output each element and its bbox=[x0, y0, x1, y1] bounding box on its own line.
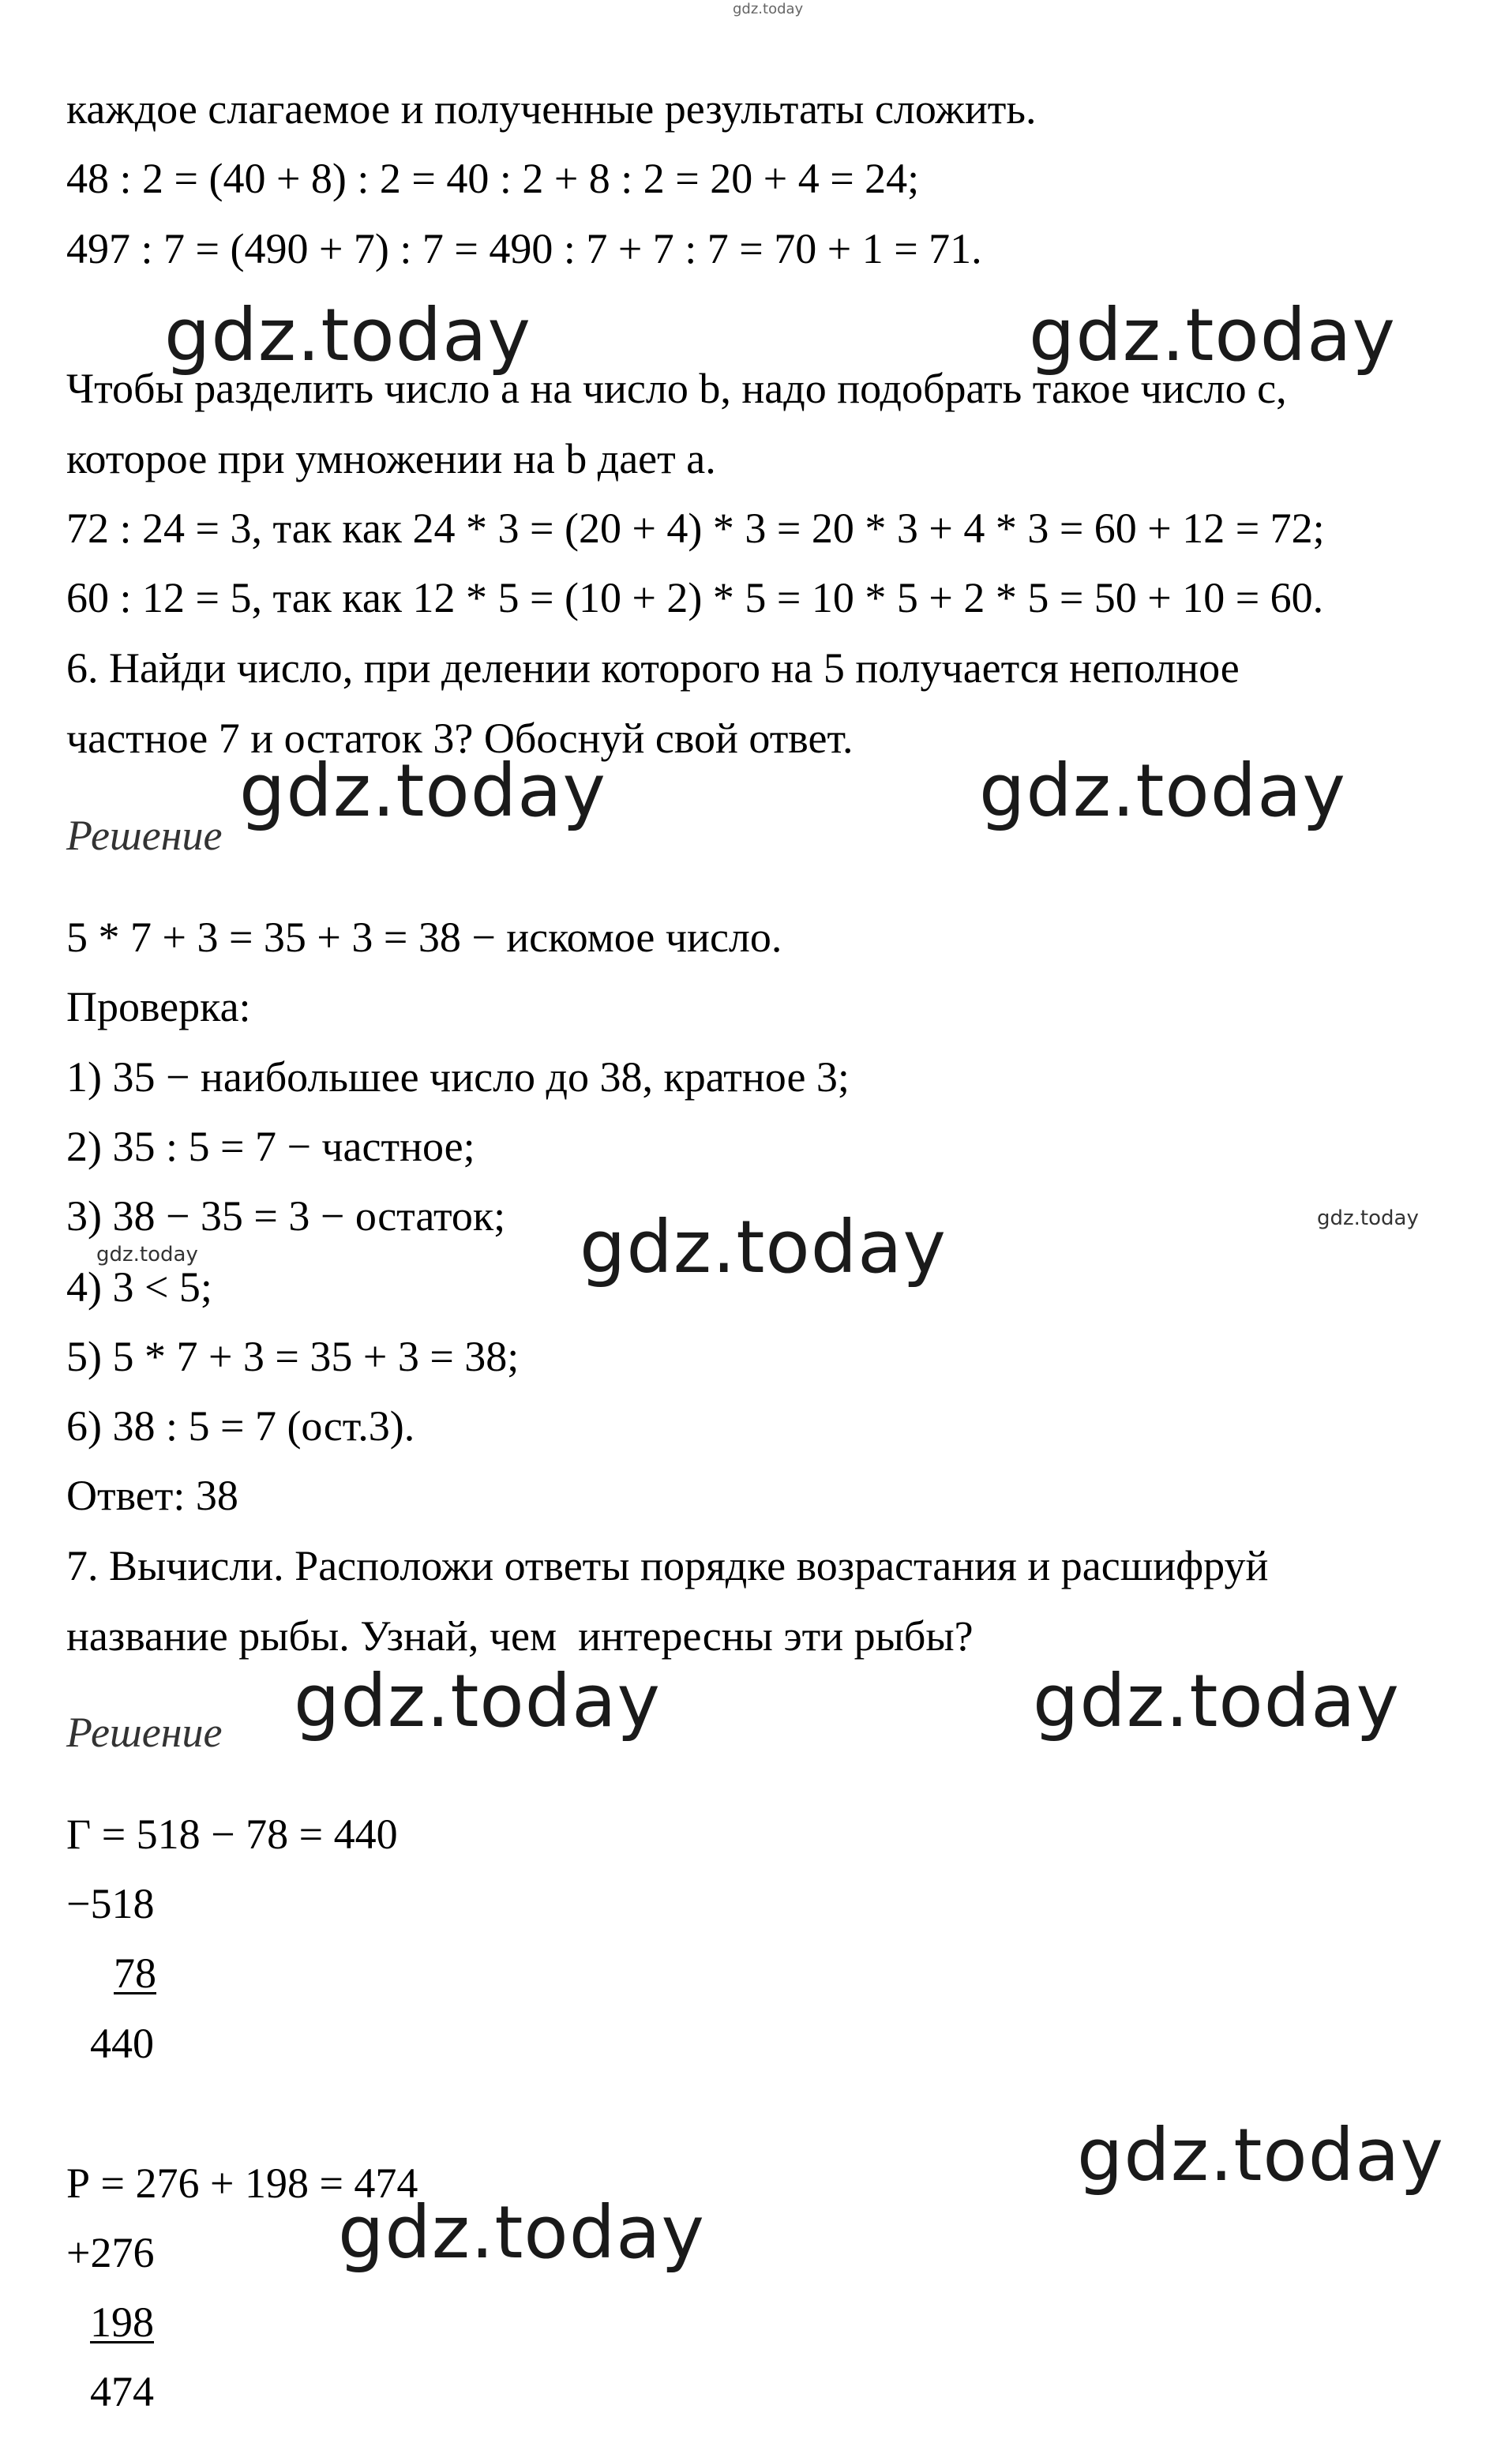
watermark: gdz.today bbox=[1029, 293, 1396, 377]
watermark-small: gdz.today bbox=[1317, 1206, 1419, 1230]
check-item: 3) 38 − 35 = 3 − остаток; bbox=[66, 1192, 506, 1240]
column-result: 474 bbox=[90, 2368, 154, 2415]
text-line: каждое слагаемое и полученные результаты сложить. bbox=[66, 85, 1037, 133]
check-item: 1) 35 − наибольшее число до 38, кратное 3; bbox=[66, 1053, 850, 1101]
text-line: Чтобы разделить число a на число b, надо подобрать такое число c, bbox=[66, 365, 1287, 412]
text-line: 48 : 2 = (40 + 8) : 2 = 40 : 2 + 8 : 2 = 20 + 4 = 24; bbox=[66, 155, 920, 202]
task6-question: 6. Найди число, при делении которого на 5 получается неполное bbox=[66, 644, 1240, 692]
watermark: gdz.today bbox=[338, 2190, 705, 2275]
top-watermark: gdz.today bbox=[733, 1, 804, 17]
column-operand: 198 bbox=[90, 2298, 154, 2346]
text-line: 497 : 7 = (490 + 7) : 7 = 490 : 7 + 7 : 7 = 70 + 1 = 71. bbox=[66, 225, 982, 272]
expression: Р = 276 + 198 = 474 bbox=[66, 2159, 418, 2207]
watermark: gdz.today bbox=[1033, 1659, 1400, 1743]
watermark: gdz.today bbox=[294, 1659, 661, 1743]
text-line: 60 : 12 = 5, так как 12 * 5 = (10 + 2) * 5 = 10 * 5 + 2 * 5 = 50 + 10 = 60. bbox=[66, 574, 1324, 621]
answer: Ответ: 38 bbox=[66, 1472, 238, 1519]
text-line: которое при умножении на b дает a. bbox=[66, 435, 716, 482]
task7-question: название рыбы. Узнай, чем интересны эти рыбы? bbox=[66, 1612, 974, 1660]
check-item: 4) 3 < 5; bbox=[66, 1263, 212, 1311]
column-result: 440 bbox=[90, 2020, 154, 2067]
watermark: gdz.today bbox=[239, 749, 606, 833]
watermark: gdz.today bbox=[164, 293, 531, 377]
watermark: gdz.today bbox=[1077, 2113, 1444, 2197]
check-item: 6) 38 : 5 = 7 (ост.3). bbox=[66, 1402, 415, 1450]
text-line: 72 : 24 = 3, так как 24 * 3 = (20 + 4) * 3 = 20 * 3 + 4 * 3 = 60 + 12 = 72; bbox=[66, 505, 1325, 552]
watermark-small: gdz.today bbox=[96, 1243, 198, 1266]
task6-question: частное 7 и остаток 3? Обоснуй свой ответ. bbox=[66, 715, 854, 762]
solution-label: Решение bbox=[66, 812, 223, 859]
column-operand: −518 bbox=[66, 1880, 155, 1927]
text-line: 5 * 7 + 3 = 35 + 3 = 38 − искомое число. bbox=[66, 914, 782, 961]
check-item: 2) 35 : 5 = 7 − частное; bbox=[66, 1123, 475, 1170]
column-operand: 78 bbox=[114, 1949, 156, 1997]
solution-label: Решение bbox=[66, 1709, 223, 1756]
check-item: 5) 5 * 7 + 3 = 35 + 3 = 38; bbox=[66, 1333, 520, 1380]
task7-question: 7. Вычисли. Расположи ответы порядке возрастания и расшифруй bbox=[66, 1542, 1269, 1589]
column-operand: +276 bbox=[66, 2229, 155, 2276]
watermark: gdz.today bbox=[580, 1205, 947, 1289]
watermark: gdz.today bbox=[979, 749, 1346, 833]
check-label: Проверка: bbox=[66, 983, 251, 1030]
expression: Г = 518 − 78 = 440 bbox=[66, 1810, 398, 1858]
